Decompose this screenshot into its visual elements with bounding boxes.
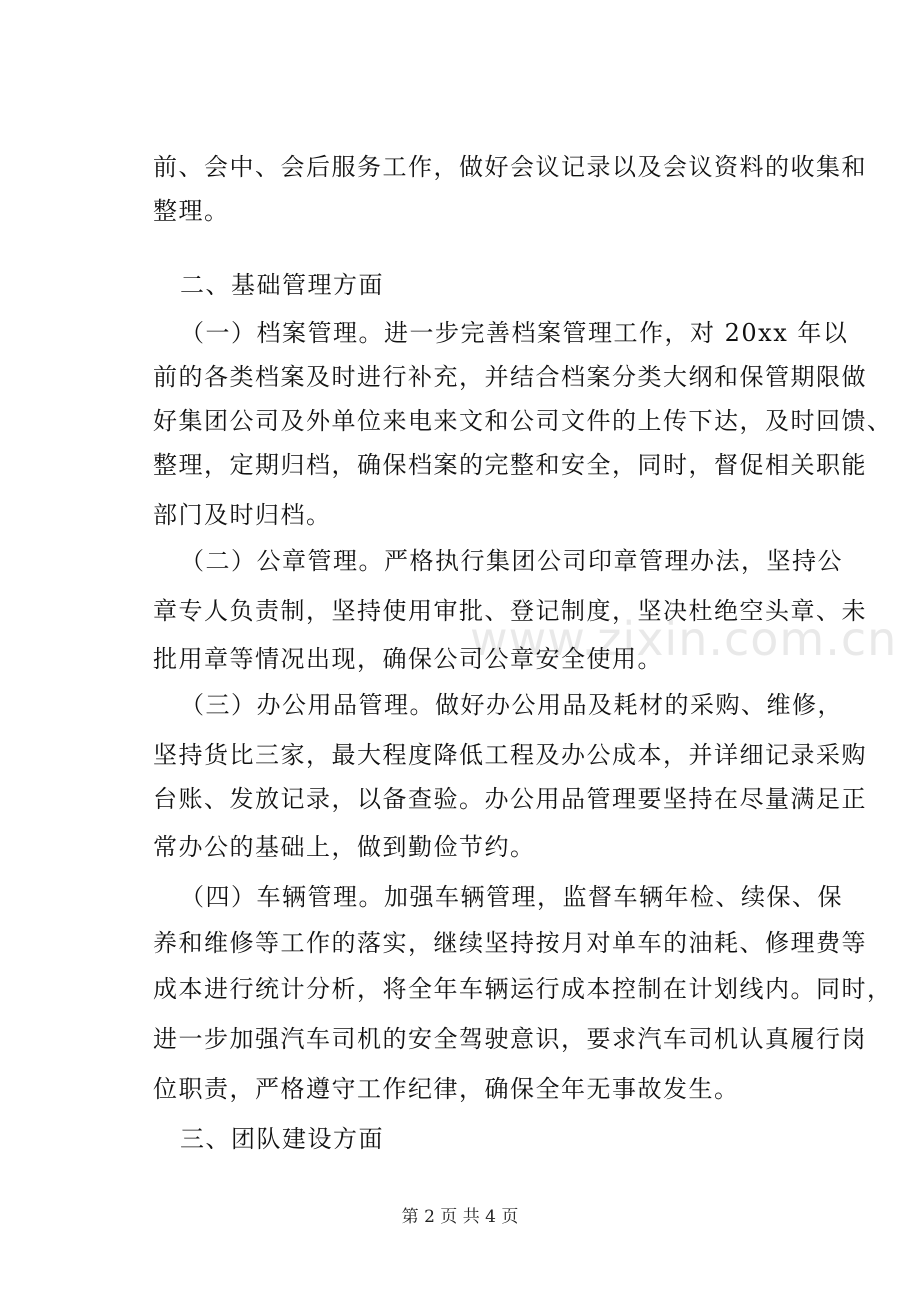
paragraph-line: 坚持货比三家，最大程度降低工程及办公成本，并详细记录采购 — [153, 741, 867, 769]
paragraph-line: 整理，定期归档，确保档案的完整和安全，同时，督促相关职能 — [153, 451, 867, 479]
paragraph-line: 位职责，严格遵守工作纪律，确保全年无事故发生。 — [153, 1075, 740, 1103]
paragraph-line: 常办公的基础上，做到勤俭节约。 — [153, 833, 536, 861]
paragraph-line: （一）档案管理。进一步完善档案管理工作，对 20xx 年以 — [180, 319, 849, 347]
section-heading: 二、基础管理方面 — [180, 271, 384, 299]
paragraph-line: 整理。 — [153, 197, 230, 225]
paragraph-line: 前、会中、会后服务工作，做好会议记录以及会议资料的收集和 — [153, 153, 867, 181]
paragraph-line: 成本进行统计分析，将全年车辆运行成本控制在计划线内。同时， — [153, 975, 893, 1003]
section-heading: 三、团队建设方面 — [180, 1125, 384, 1153]
paragraph-line: （二）公章管理。严格执行集团公司印章管理办法，坚持公 — [180, 547, 843, 575]
paragraph-line: 进一步加强汽车司机的安全驾驶意识，要求汽车司机认真履行岗 — [153, 1025, 867, 1053]
paragraph-line: 章专人负责制，坚持使用审批、登记制度，坚决杜绝空头章、未 — [153, 597, 867, 625]
paragraph-line: 好集团公司及外单位来电来文和公司文件的上传下达，及时回馈、 — [153, 407, 893, 435]
paragraph-line: 台账、发放记录，以备查验。办公用品管理要坚持在尽量满足正 — [153, 785, 867, 813]
watermark: www.zixin.com.cn — [470, 612, 898, 666]
paragraph-line: （三）办公用品管理。做好办公用品及耗材的采购、维修， — [180, 691, 843, 719]
paragraph-line: 前的各类档案及时进行补充，并结合档案分类大纲和保管期限做 — [153, 363, 867, 391]
paragraph-line: 养和维修等工作的落实，继续坚持按月对单车的油耗、修理费等 — [153, 929, 867, 957]
paragraph-line: 批用章等情况出现，确保公司公章安全使用。 — [153, 645, 663, 673]
page-footer: 第 2 页 共 4 页 — [401, 1207, 519, 1227]
paragraph-line: （四）车辆管理。加强车辆管理，监督车辆年检、续保、保 — [180, 883, 843, 911]
paragraph-line: 部门及时归档。 — [153, 501, 332, 529]
